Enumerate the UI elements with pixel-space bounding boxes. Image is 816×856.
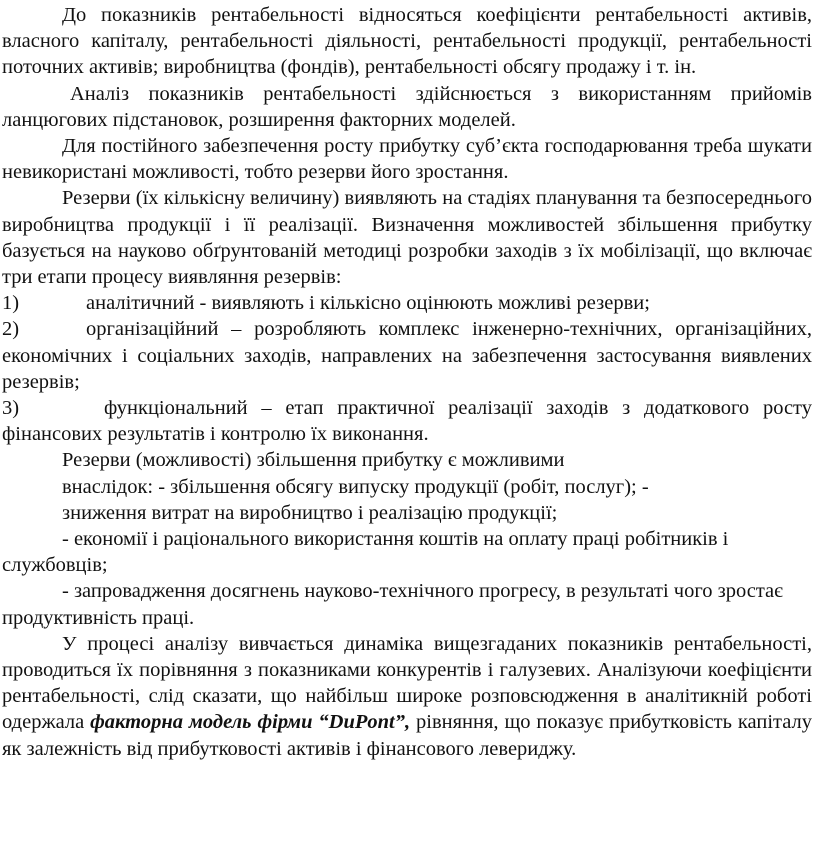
paragraph-analysis-methods: Аналіз показників рентабельності здійснюється з використанням прийомів ланцюгових підстановок, розширення факторних моделей. [2, 82, 812, 131]
dupont-text-part1: У процесі аналізу вивчається динаміка вищезгаданих показників рентабельності, проводиться їх порівняння з показниками конкурентів і галузевих. Аналізуючи коефіцієнти рентабельності, слід сказати, що найбільш широке розповсюдження в аналітикній роботі одержала [2, 632, 812, 734]
paragraph-reserves-intro: Для постійного забезпечення росту прибутку суб’єкта господарювання треба шукати невикористані можливості, тобто резерви його зростання. [2, 135, 812, 184]
list-number: 3) [2, 397, 20, 420]
dupont-text-part2: рівняння, що показує прибутковість капіталу як залежність [2, 711, 812, 760]
paragraph-dupont [2, 631, 812, 762]
reserves-line-2: внаслідок: - збільшення обсягу випуску продукції (робіт, послуг); - [62, 475, 649, 498]
paragraph-reserves-stages: Резерви (їх кількісну величину) виявляють на стадіях планування та безпосереднього виробництва продукції і її реалізації. Визначення можливостей збільшення прибутку базується на науково обґрунтованій методиці розробки заходів з їх мобілізації, що включає три етапи процесу виявляння резервів: [2, 187, 812, 289]
reserves-line-4: - економії і раціонального використання коштів на оплату праці робітників і службовців; [2, 528, 729, 577]
list-item-stage-2 [2, 316, 812, 395]
list-text: аналітичний - виявляють і кількісно оцінюють можливі резерви; [86, 292, 650, 315]
list-number: 2) [2, 318, 20, 341]
dupont-model-emphasis: факторна модель фірми “DuPont”, [90, 711, 411, 734]
list-item-stage-3 [2, 395, 812, 447]
reserves-line-5: - запровадження досягнень науково-технічного прогресу, в результаті чого зростає продуктивність праці. [2, 580, 783, 629]
reserves-line-3: зниження витрат на виробництво і реалізацію продукції; [62, 501, 558, 524]
list-item-stage-1 [2, 290, 812, 316]
reserves-line-1: Резерви (можливості) збільшення прибутку є можливими [62, 449, 565, 472]
dupont-text-part3: від прибутковості активів і фінансового левериджу. [126, 737, 577, 760]
list-text: функціональний – етап практичної реалізації заходів з додаткового росту фінансових результатів і контролю їх виконання. [2, 397, 812, 446]
paragraph-profitability-indicators: До показників рентабельності відносяться коефіцієнти рентабельності активів, власного капіталу, рентабельності діяльності, рентабельності продукції, рентабельності поточних активів; виробництва (фондів), рентабельності обсягу продажу і т. ін. [2, 4, 812, 79]
list-number: 1) [2, 292, 20, 315]
list-text: організаційний – розробляють комплекс інженерно-технічних, організаційних, економічних і соціальних заходів, направлених на забезпечення застосування виявлених резервів; [2, 318, 812, 393]
